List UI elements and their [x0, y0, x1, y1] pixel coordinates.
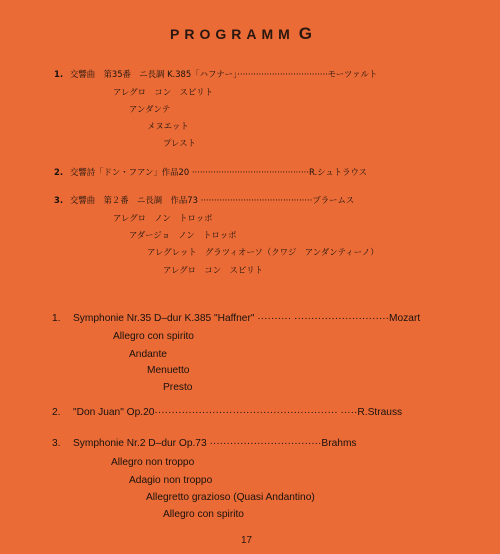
- de-item-3-movement-1: Allegro non troppo: [111, 457, 195, 468]
- de-item-1-movement-2: Andante: [129, 349, 167, 360]
- jp-item-1-number: 1.: [54, 69, 64, 79]
- jp-item-3-movement-4: アレグロ コン スピリト: [163, 265, 263, 275]
- program-letter: G: [298, 24, 313, 43]
- de-item-3-movement-3: Allegretto grazioso (Quasi Andantino): [146, 492, 315, 503]
- jp-item-3-number: 3.: [54, 195, 64, 205]
- de-item-3-number: 3.: [52, 438, 61, 449]
- jp-item-1-movement-4: プレスト: [163, 138, 196, 148]
- jp-item-1-movement-3: メヌエット: [147, 121, 189, 131]
- de-item-1-line: Symphonie Nr.35 D–dur K.385 "Haffner" ·········· ····························Mozart: [73, 313, 421, 324]
- de-item-2-line: "Don Juan" Op.20······················································ ·····R.Strauss: [73, 407, 403, 418]
- jp-item-3-line: 交響曲 第２番 ニ長調 作品73 ··········································ブラームス: [70, 195, 355, 205]
- jp-item-1-movement-1: アレグロ コン スピリト: [113, 87, 213, 97]
- jp-item-1-movement-2: アンダンテ: [129, 104, 171, 114]
- program-title: PROGRAMM: [170, 26, 295, 42]
- program-heading: [170, 24, 312, 44]
- de-item-1-number: 1.: [52, 313, 61, 324]
- jp-item-2-line: 交響詩「ドン・フアン」作品20 ············································R.シュトラウス: [70, 167, 368, 177]
- jp-item-1-line: 交響曲 第35番 ニ長調 K.385「ハフナー」··································モーツァルト: [70, 69, 378, 79]
- jp-item-3-movement-3: アレグレット グラツィオーソ（クワジ アンダンティーノ）: [147, 247, 379, 257]
- de-item-3-line: Symphonie Nr.2 D–dur Op.73 ·································Brahms: [73, 438, 357, 449]
- de-item-1-movement-4: Presto: [163, 382, 193, 393]
- jp-item-2-number: 2.: [54, 167, 64, 177]
- jp-item-3-movement-1: アレグロ ノン トロッポ: [113, 213, 213, 223]
- page-number: 17: [241, 535, 253, 546]
- de-item-2-number: 2.: [52, 407, 61, 418]
- de-item-1-movement-3: Menuetto: [147, 365, 190, 376]
- de-item-1-movement-1: Allegro con spirito: [113, 331, 194, 342]
- de-item-3-movement-4: Allegro con spirito: [163, 509, 244, 520]
- jp-item-3-movement-2: アダージョ ノン トロッポ: [129, 230, 237, 240]
- de-item-3-movement-2: Adagio non troppo: [129, 475, 213, 486]
